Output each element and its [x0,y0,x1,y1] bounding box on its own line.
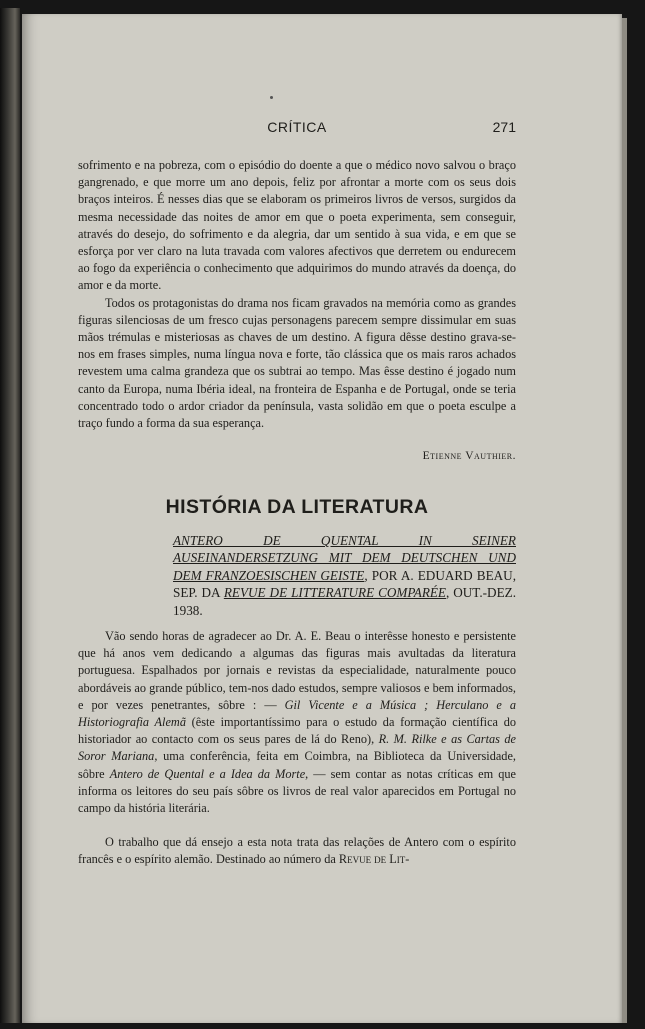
article-text-run: O trabalho que dá ensejo a esta nota trata das relações de Antero com o espírito francês e o espírito alemão. Destinado ao número da [78,835,516,867]
review-text [78,157,516,432]
page-number: 271 [492,119,516,135]
article-italic-run: Gil Vicente e a Música ; Herculano e a Historiografia Alemã [78,697,516,730]
review-paragraph-1: sofrimento e na pobreza, com o episódio do doente a que o médico novo salvou o braço gangrenado, e que morre um ano depois, feliz por afrontar a morte com os seus dois braços inteiros. É nesses dias que se elaboram os primeiros livros de versos, surgidos da mesma necessidade das noites de amor em que o poeta experimenta, sem conseguir, através do desejo, do sofrimento e da alegria, dar um sentido à sua vida, e em que se esforça por ver claro na luta travada com valores afectivos que derretem ou endurecem ao fogo da experiência o conhecimento que adquirimos do mundo através da doença, do amor e da morte. [78,158,516,293]
article-text-run: Vão sendo horas de agradecer ao Dr. A. E. Beau o interêsse honesto e persistente que há anos vem dedicando a algumas das figuras mais avultadas da literatura portuguesa. Espalhados por jornais e revistas da especialidade, naturalmente pouco abordáveis ao grande público, tem-nos dado estudos, sempre valiosos e bem informados, e por vezes penetrantes, sôbre : — [78,629,516,712]
section-title: HISTÓRIA DA LITERATURA [165,496,429,518]
article-text-run: , uma conferência, feita em Coimbra, na Biblioteca da Universidade, sôbre [78,749,516,781]
article-text [78,628,516,869]
article-text-run: (êste importantíssimo para o estudo da formação científica do historiador ao contacto com os seus pares de lá do Reno), [78,715,516,747]
article-smallcaps-run: Revue de Lit- [338,852,410,867]
page-speck [270,96,273,99]
running-head-title: CRÍTICA [267,119,327,135]
book-spine-shadow [0,8,20,1023]
book-citation [173,532,516,619]
citation-journal: REVUE DE LITTERATURE COMPARÉE [223,585,446,601]
article-italic-run: Antero de Quental e a Idea da Morte [109,766,306,781]
running-head [78,119,516,141]
citation-book-title: ANTERO DE QUENTAL IN SEINER AUSEINANDERSETZUNG MIT DEM DEUTSCHEN UND DEM FRANZOESISCHEN GEISTE [173,533,516,583]
page-edge [622,18,627,1023]
book-page [22,14,622,1023]
citation-date: , OUT.-DEZ. 1938. [173,585,516,618]
article-paragraph-2 [78,834,516,868]
review-paragraph-2: Todos os protagonistas do drama nos ficam gravados na memória como as grandes figuras silenciosas de um fresco cujas personagens parecem sempre dissimular em suas mãos trémulas e misteriosas as chaves de um destino. A figura dêsse destino grava-se-nos em frases simples, numa língua nova e forte, tão clássica que os mais raros achados revestem uma calma grandeza que os subtrai ao tempo. Mas êsse destino é jogado num canto da Europa, numa Ibéria ideal, na fronteira de Espanha e de Portugal, onde se teria concentrado todo o ardor criador da península, vasta solidão em que o poeta esculpe a traço fundo a forma da sua esperança. [78,295,516,431]
article-text-run: , — sem contar as notas críticas em que informa os leitores do seu país sôbre os livros de real valor aparecidos em Portugal no campo da história literária. [78,766,517,816]
review-signature: Etienne Vauthier. [422,450,516,462]
article-italic-run: R. M. Rilke e as Cartas de Soror Mariana [78,732,517,764]
citation-author: , POR A. EDUARD BEAU, SEP. DA [173,567,516,601]
article-paragraph-1 [78,628,516,817]
